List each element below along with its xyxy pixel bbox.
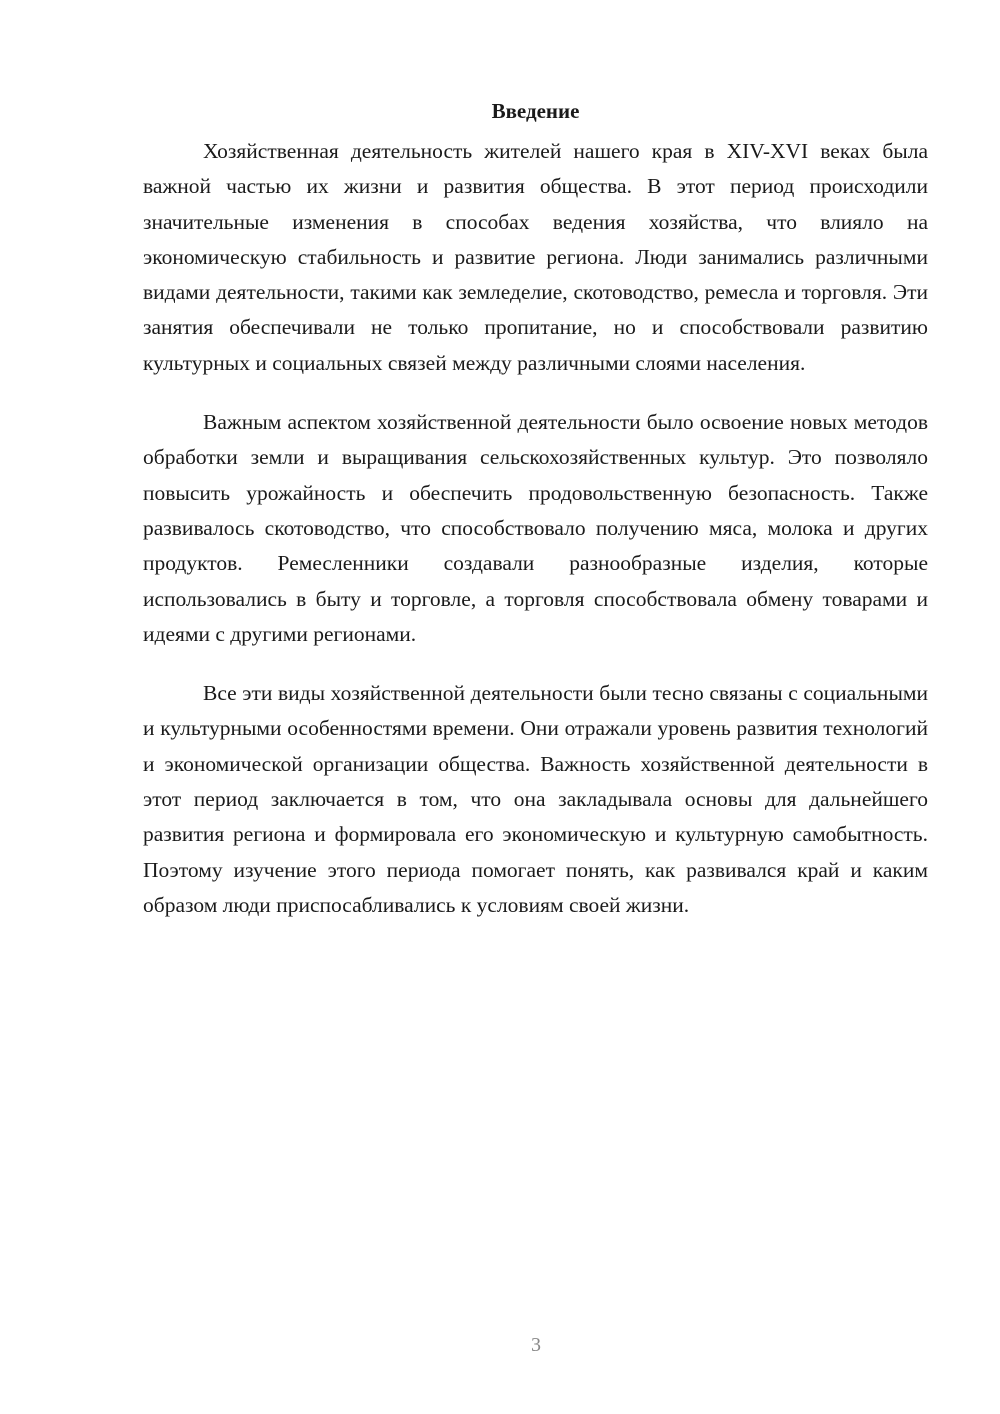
section-heading: Введение [491,99,580,123]
paragraph-2: Важным аспектом хозяйственной деятельности было освоение новых методов обработки земли и выращивания сельскохозяйственных культур. Это позволяло повысить урожайность и обеспечить продовольственную безопасность. Также развивалось скотоводство, что способствовало получению мяса, молока и других продуктов. Ремесленники создавали разнообразные изделия, которые использовались в быту и торговле, а торговля способствовала обмену товарами и идеями с другими регионами. [143,410,928,646]
paragraph-3: Все эти виды хозяйственной деятельности были тесно связаны с социальными и культурными особенностями времени. Они отражали уровень развития технологий и экономической организации общества. Важность хозяйственной деятельности в этот период заключается в том, что она закладывала основы для дальнейшего развития региона и формировала его экономическую и культурную самобытность. Поэтому изучение этого периода помогает понять, как развивался край и каким образом люди приспосабливались к условиям своей жизни. [143,681,928,917]
paragraph-1: Хозяйственная деятельность жителей нашего края в XIV-XVI веках была важной частью их жизни и развития общества. В этот период происходили значительные изменения в способах ведения хозяйства, что влияло на экономическую стабильность и развитие региона. Люди занимались различными видами деятельности, такими как земледелие, скотоводство, ремесла и торговля. Эти занятия обеспечивали не только пропитание, но и способствовали развитию культурных и социальных связей между различными слоями населения. [143,139,928,375]
page-number: 3 [531,1334,541,1356]
page-content [143,96,928,947]
